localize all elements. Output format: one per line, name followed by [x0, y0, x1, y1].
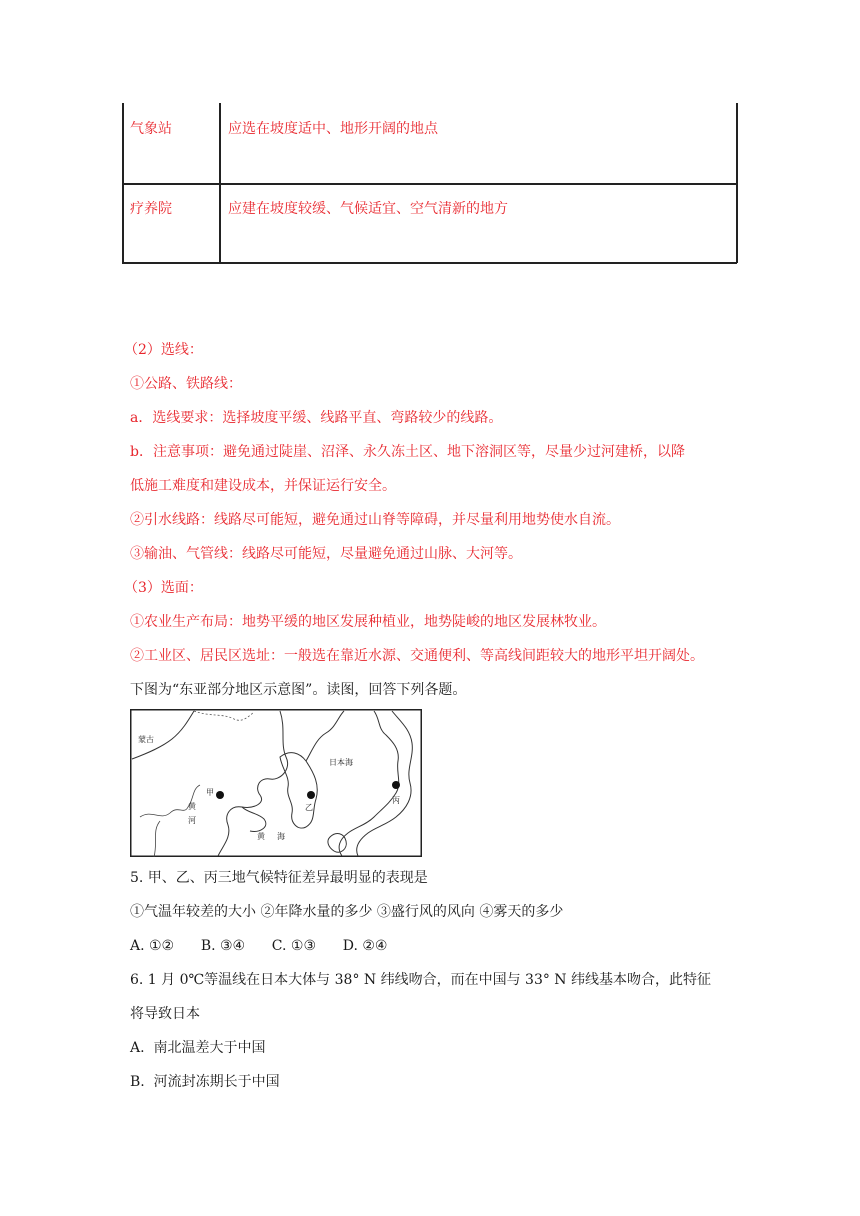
label-yellow-sea-2: 海 — [277, 832, 285, 841]
map-intro: 下图为“东亚部分地区示意图”。读图，回答下列各题。 — [130, 682, 467, 698]
table-row-desc: 应选在坡度适中、地形开阔的地点 — [228, 121, 438, 137]
table-row-name: 疗养院 — [130, 201, 172, 217]
label-bing: 丙 — [392, 796, 400, 805]
map-frame — [131, 710, 422, 857]
q6-option-b: B. 河流封冻期长于中国 — [130, 1074, 280, 1090]
table-row-name: 气象站 — [130, 121, 172, 137]
road-rail-notice-2: 低施工难度和建设成本，并保证运行安全。 — [130, 478, 396, 494]
label-yi: 乙 — [305, 803, 313, 812]
q5-statements: ①气温年较差的大小 ②年降水量的多少 ③盛行风的风向 ④雾天的多少 — [130, 904, 564, 920]
location-yi-dot — [307, 791, 315, 799]
location-jia-dot — [216, 791, 224, 799]
label-japan-sea: 日本海 — [329, 758, 353, 767]
q6-option-a: A. 南北温差大于中国 — [130, 1040, 266, 1056]
q6-stem-1: 6. 1 月 0℃等温线在日本大体与 38° N 纬线吻合，而在中国与 33° N 纬线基本吻合，此特征 — [130, 972, 712, 988]
label-yellow-river-2: 河 — [188, 816, 196, 825]
map-figure — [130, 709, 422, 857]
road-rail-title: ①公路、铁路线： — [130, 376, 242, 392]
label-jia: 甲 — [206, 788, 214, 797]
road-rail-notice-1: b．注意事项：避免通过陡崖、沼泽、永久冻土区、地下溶洞区等，尽量少过河建桥，以降 — [130, 444, 685, 460]
label-yellow-sea-1: 黄 — [257, 832, 265, 841]
q5-options: A. ①② B. ③④ C. ①③ D. ②④ — [130, 938, 388, 954]
agriculture-note: ①农业生产布局：地势平缓的地区发展种植业，地势陡峻的地区发展林牧业。 — [130, 614, 606, 630]
q5-stem: 5. 甲、乙、丙三地气候特征差异最明显的表现是 — [130, 870, 428, 886]
water-line-note: ②引水线路：线路尽可能短，避免通过山脊等障碍，并尽量利用地势使水自流。 — [130, 512, 620, 528]
line-select-title: （2）选线： — [124, 342, 203, 358]
location-bing-dot — [392, 781, 400, 789]
table-border-bottom — [122, 262, 737, 264]
industry-note: ②工业区、居民区选址：一般选在靠近水源、交通便利、等高线间距较大的地形平坦开阔处。 — [130, 648, 704, 664]
table-row-desc: 应建在坡度较缓、气候适宜、空气清新的地方 — [228, 201, 508, 217]
road-rail-requirement: a．选线要求：选择坡度平缓、线路平直、弯路较少的线路。 — [130, 410, 503, 426]
q6-stem-2: 将导致日本 — [130, 1006, 200, 1022]
oil-gas-line-note: ③输油、气管线：线路尽可能短，尽量避免通过山脉、大河等。 — [130, 546, 522, 562]
label-yellow-river-1: 黄 — [188, 802, 196, 811]
table-row-divider — [122, 183, 737, 185]
area-select-title: （3）选面： — [124, 580, 203, 596]
east-asia-map — [130, 709, 422, 857]
site-selection-table — [122, 103, 737, 263]
label-mongolia: 蒙古 — [138, 735, 154, 744]
